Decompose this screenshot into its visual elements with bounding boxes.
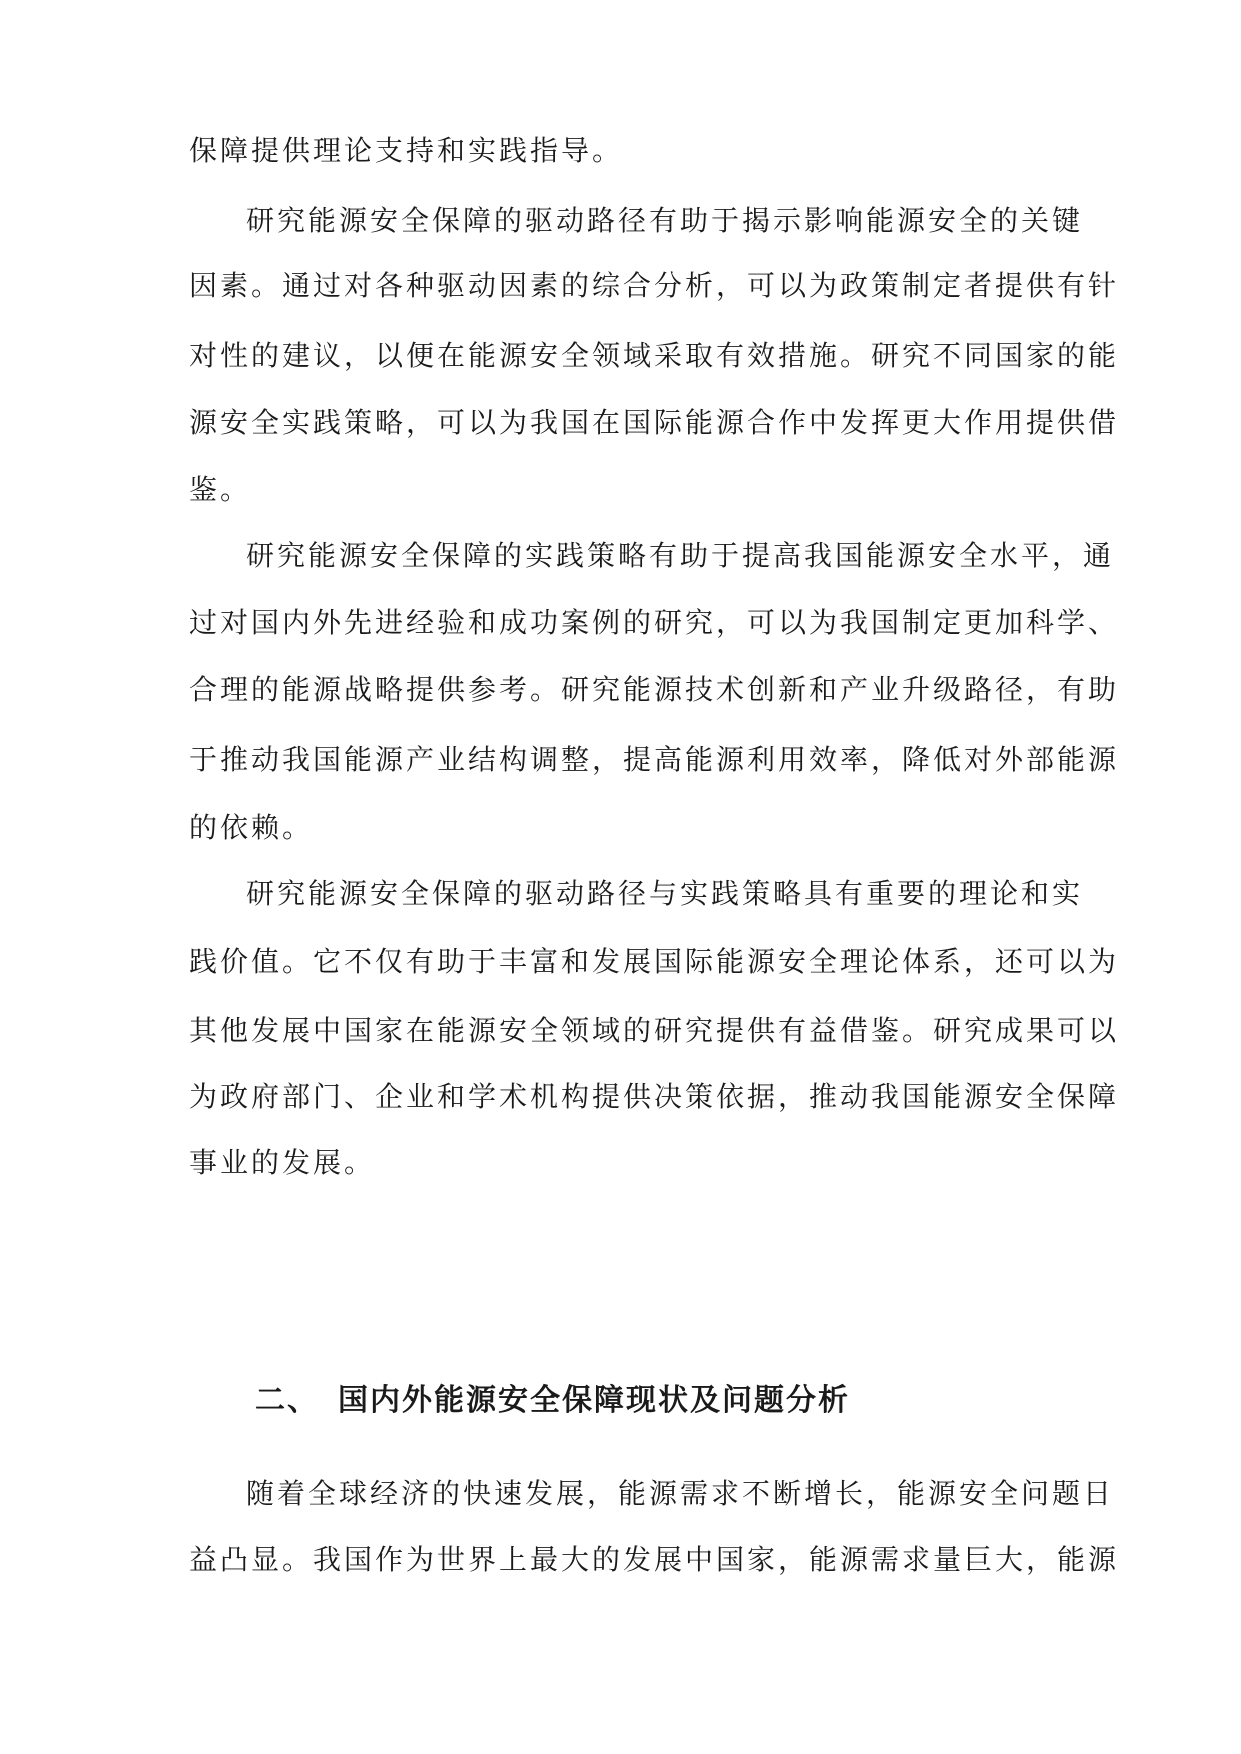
paragraph-line: 研究能源安全保障的驱动路径有助于揭示影响能源安全的关键 xyxy=(246,204,1084,237)
paragraph-line: 合理的能源战略提供参考。研究能源技术创新和产业升级路径，有助 xyxy=(189,673,1120,706)
paragraph-line: 益凸显。我国作为世界上最大的发展中国家，能源需求量巨大，能源 xyxy=(189,1543,1120,1576)
section-title: 国内外能源安全保障现状及问题分析 xyxy=(338,1383,850,1418)
paragraph-line: 因素。通过对各种驱动因素的综合分析，可以为政策制定者提供有针 xyxy=(189,269,1120,302)
paragraph-line: 于推动我国能源产业结构调整，提高能源利用效率，降低对外部能源 xyxy=(189,743,1120,776)
paragraph-line: 事业的发展。 xyxy=(189,1146,376,1179)
section-number: 二、 xyxy=(255,1383,319,1418)
paragraph-line: 过对国内外先进经验和成功案例的研究，可以为我国制定更加科学、 xyxy=(189,606,1120,639)
paragraph-line: 随着全球经济的快速发展，能源需求不断增长，能源安全问题日 xyxy=(246,1477,1115,1510)
paragraph-line: 研究能源安全保障的实践策略有助于提高我国能源安全水平，通 xyxy=(246,539,1115,572)
paragraph-line: 其他发展中国家在能源安全领域的研究提供有益借鉴。研究成果可以 xyxy=(189,1014,1120,1047)
paragraph-line: 源安全实践策略，可以为我国在国际能源合作中发挥更大作用提供借 xyxy=(189,406,1120,439)
paragraph-line: 保障提供理论支持和实践指导。 xyxy=(189,134,624,167)
paragraph-line: 鉴。 xyxy=(189,473,252,506)
paragraph-line: 研究能源安全保障的驱动路径与实践策略具有重要的理论和实 xyxy=(246,877,1084,910)
paragraph-line: 的依赖。 xyxy=(189,811,314,844)
section-heading xyxy=(255,1381,850,1421)
paragraph-line: 践价值。它不仅有助于丰富和发展国际能源安全理论体系，还可以为 xyxy=(189,945,1120,978)
paragraph-line: 对性的建议，以便在能源安全领域采取有效措施。研究不同国家的能 xyxy=(189,339,1120,372)
paragraph-line: 为政府部门、企业和学术机构提供决策依据，推动我国能源安全保障 xyxy=(189,1080,1120,1113)
